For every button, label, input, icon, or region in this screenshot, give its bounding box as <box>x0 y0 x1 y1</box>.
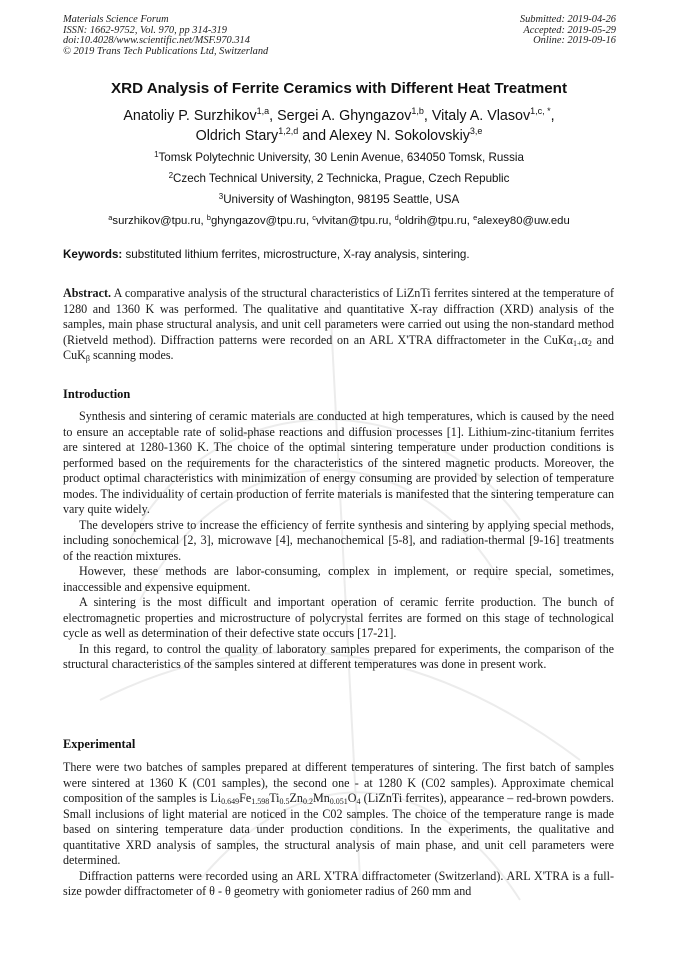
author-separator: and <box>298 128 330 144</box>
introduction-body <box>63 409 614 673</box>
affiliation-1 <box>40 151 638 164</box>
email-mark: c <box>312 213 316 222</box>
abstract-subscript: β <box>85 354 90 363</box>
introduction-paragraph: A sintering is the most difficult and important operation of ceramic ferrite production. The bunch of electromagnetic properties and microstructure of polycrystal ferrites are formed on this stage of technological cycle as well as determination of their defective state occurs [17-21]. <box>63 595 614 640</box>
formula-element: Mn <box>312 791 330 805</box>
author-separator: , <box>550 108 555 124</box>
affiliation-mark: 3 <box>218 192 224 201</box>
keywords-label: Keywords: <box>63 248 123 261</box>
introduction-paragraph: In this regard, to control the quality of laboratory samples prepared for experiments, the comparison of the structural characteristics of the samples sintered at different temperatures was done in present work. <box>63 641 614 671</box>
paper-title: XRD Analysis of Ferrite Ceramics with Different Heat Treatment <box>110 80 568 97</box>
abstract-subscript: 2 <box>587 338 592 348</box>
email-mark: a <box>108 213 113 222</box>
abstract-subscript: 1+ <box>572 338 582 348</box>
experimental-paragraph <box>63 760 614 869</box>
author-affiliation-mark: 3,e <box>469 126 483 136</box>
author-separator: , <box>269 108 278 124</box>
journal-doi: doi:10.4028/www.scientific.net/MSF.970.314 <box>63 35 250 47</box>
formula-subscript: 0.649 <box>221 797 240 806</box>
keywords <box>63 248 618 261</box>
affiliation-mark: 1 <box>154 150 159 159</box>
author-list <box>40 106 638 146</box>
email-mark: d <box>394 213 399 222</box>
formula-element: Ti <box>269 791 280 805</box>
author-emails <box>40 215 638 227</box>
email-link[interactable]: surzhikov@tpu.ru, <box>112 215 207 227</box>
author-affiliation-mark: 1,c, * <box>530 106 551 116</box>
author-affiliation-mark: 1,b <box>411 106 424 116</box>
introduction-paragraph: The developers strive to increase the efficiency of ferrite synthesis and sintering by applying special methods, including sonochemical [2, 3], microwave [4], mechanochemical [5-8], and radiation-thermal [9-16] treatments of the reaction mixtures. <box>63 517 614 563</box>
author-name: Alexey N. Sokolovskiy <box>329 128 470 144</box>
journal-copyright: © 2019 Trans Tech Publications Ltd, Switzerland <box>63 45 269 57</box>
experimental-text: There were two batches of samples prepared at different temperatures of sintering. The first batch of samples were sintered at 1360 K (C01 samples), the second one - at 1280 K (C02 samples). Approximate chemical composition of the samples is Li <box>63 760 614 805</box>
email-link[interactable]: alexey80@uw.edu <box>477 215 570 227</box>
journal-header-left <box>63 15 268 57</box>
author-name: Oldrich Stary <box>195 128 279 144</box>
experimental-paragraph: Diffraction patterns were recorded using an ARL X'TRA diffractometer (Switzerland). ARL X'TRA is a full-size powder diffractometer of θ - θ geometry with goniometer radius of 260 mm and <box>63 868 614 898</box>
email-mark: b <box>206 213 211 222</box>
formula-subscript: 4 <box>356 797 361 806</box>
author-affiliation-mark: 1,a <box>256 106 270 116</box>
affiliation-text: University of Washington, 98195 Seattle, USA <box>223 193 460 206</box>
section-heading-experimental: Experimental <box>63 737 136 751</box>
journal-header-right <box>520 15 616 47</box>
affiliation-text: Czech Technical University, 2 Technicka, Prague, Czech Republic <box>173 172 510 185</box>
experimental-text: (LiZnTi ferrites), appearance – red-brown powders. Small inclusions of light material are noticed in the C02 samples. The choice of the temperature range is made based on sintering temperature data under production conditions. In the experiments, the qualitative and quantitative XRD analysis of samples, the structural analysis of main phase, and unit cell parameters were determined. <box>63 791 614 867</box>
author-separator: , <box>423 108 432 124</box>
section-heading-introduction: Introduction <box>63 387 131 401</box>
abstract-text: and CuK <box>63 332 614 362</box>
formula-subscript: 0.5 <box>279 797 290 806</box>
author-name: Anatoliy P. Surzhikov <box>123 108 257 124</box>
abstract-text: scanning modes. <box>89 348 174 362</box>
abstract-text: A comparative analysis of the structural characteristics of LiZnTi ferrites sintered at the temperature of 1280 and 1360 K was performed. The qualitative and quantitative X-ray diffraction (XRD) analysis of the samples, main phase structural analysis, and unit cell parameters were carried out using the non-standard method (Rietveld method). Diffraction patterns were recorded on an ARL X'TRA diffractometer in the CuKα <box>63 286 614 347</box>
email-link[interactable]: ghyngazov@tpu.ru, <box>210 215 313 227</box>
email-mark: e <box>473 213 478 222</box>
journal-name: Materials Science Forum <box>63 14 169 25</box>
author-name: Sergei A. Ghyngazov <box>277 108 412 124</box>
introduction-paragraph: Synthesis and sintering of ceramic materials are conducted at high temperatures, which is caused by the need to ensure an acceptable rate of solid-phase reactions and diffusion processes [1]. Lithium-zinc-titanium ferrites are sintered at 1280-1360 K. The choice of the optimal sintering temperature under production conditions is performed based on the requirements for the characteristics of the sintered magnetic products. Moreover, the product optimal characteristics with minimization of energy consuming are provided by selection of temperature modes. The individuality of certain production of ferrite materials is manifested that the sintering temperature can vary quite widely. <box>63 409 614 516</box>
affiliation-text: Tomsk Polytechnic University, 30 Lenin Avenue, 634050 Tomsk, Russia <box>158 151 524 164</box>
formula-subscript: 1.598 <box>251 797 270 806</box>
abstract-label: Abstract. <box>63 286 112 300</box>
abstract <box>63 286 614 364</box>
accepted-date: Accepted: 2019-05-29 <box>523 24 616 36</box>
experimental-body <box>63 760 614 900</box>
online-date: Online: 2019-09-16 <box>533 35 616 47</box>
formula-element: O <box>347 791 357 805</box>
abstract-text: α <box>581 332 588 347</box>
submitted-date: Submitted: 2019-04-26 <box>519 14 616 25</box>
affiliation-3 <box>40 193 638 206</box>
author-affiliation-mark: 1,2,d <box>278 126 299 136</box>
affiliation-mark: 2 <box>168 171 174 180</box>
affiliation-2 <box>40 172 638 185</box>
introduction-paragraph: However, these methods are labor-consuming, complex in implement, or require special, sometimes, inaccessible and expensive equipment. <box>63 564 614 594</box>
formula-subscript: 0.051 <box>329 797 348 806</box>
email-link[interactable]: vlvitan@tpu.ru, <box>315 215 395 227</box>
email-link[interactable]: oldrih@tpu.ru, <box>398 215 474 227</box>
journal-issn: ISSN: 1662-9752, Vol. 970, pp 314-319 <box>63 24 227 36</box>
formula-element: Zn <box>289 791 303 805</box>
formula-element: Fe <box>239 791 252 805</box>
keywords-text: substituted lithium ferrites, microstructure, X-ray analysis, sintering. <box>122 248 470 261</box>
formula-subscript: 0.2 <box>302 797 313 806</box>
author-name: Vitaly A. Vlasov <box>431 108 531 124</box>
